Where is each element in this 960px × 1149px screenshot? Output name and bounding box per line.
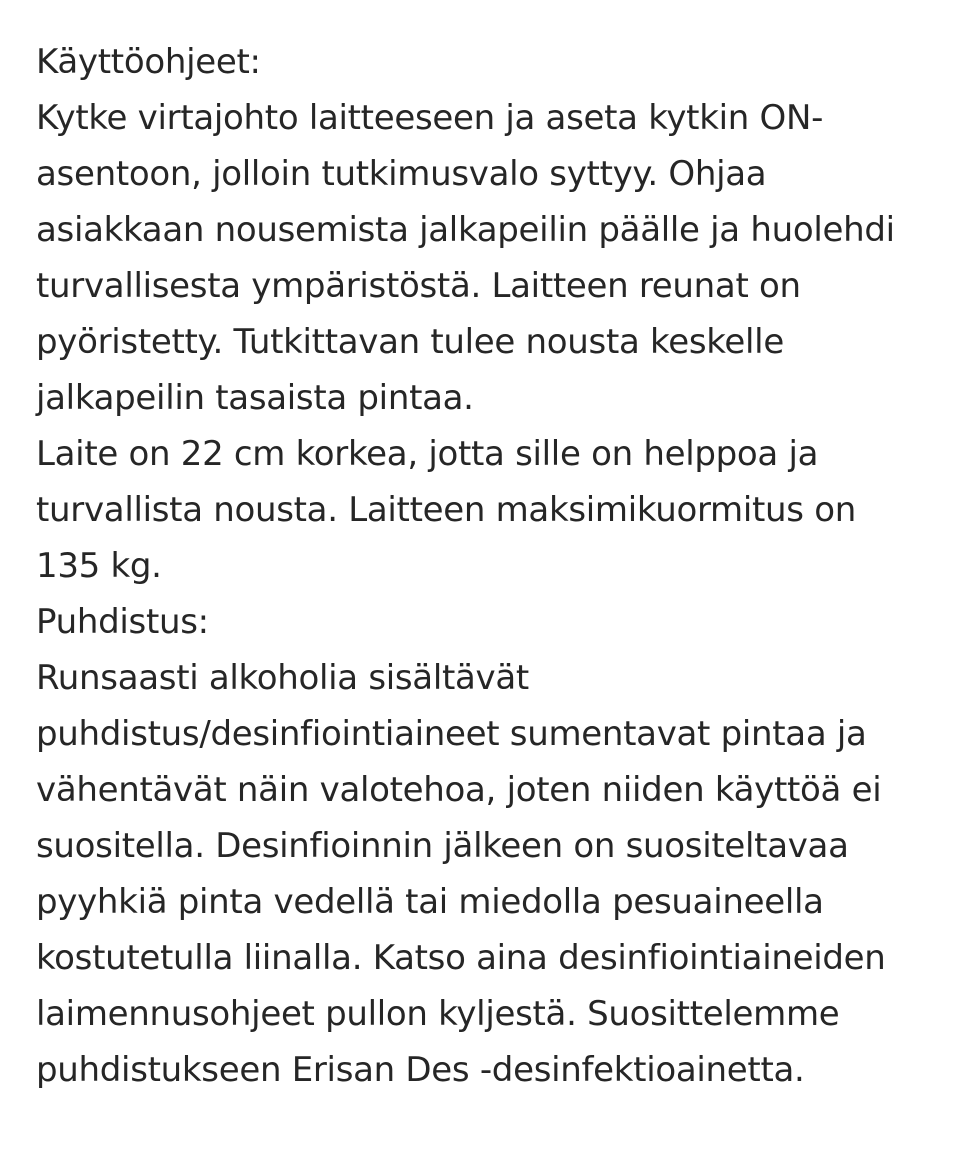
text-line: Laite on 22 cm korkea, jotta sille on helppoa ja	[36, 434, 819, 474]
text-line: pyöristetty. Tutkittavan tulee nousta keskelle	[36, 322, 784, 362]
instructions-paragraph-1	[36, 90, 936, 426]
text-line: pyyhkiä pinta vedellä tai miedolla pesuaineella	[36, 882, 824, 922]
text-line: suositella. Desinfioinnin jälkeen on suositeltavaa	[36, 826, 849, 866]
instructions-paragraph-2	[36, 426, 936, 594]
text-line: asentoon, jolloin tutkimusvalo syttyy. Ohjaa	[36, 154, 767, 194]
text-line: Runsaasti alkoholia sisältävät	[36, 658, 529, 698]
text-line: vähentävät näin valotehoa, joten niiden käyttöä ei	[36, 770, 882, 810]
text-line: asiakkaan nousemista jalkapeilin päälle ja huolehdi	[36, 210, 895, 250]
cleaning-paragraph	[36, 650, 936, 1098]
text-line: laimennusohjeet pullon kyljestä. Suosittelemme	[36, 994, 840, 1034]
cleaning-heading: Puhdistus:	[36, 602, 209, 642]
text-line: 135 kg.	[36, 546, 162, 586]
text-line: turvallisesta ympäristöstä. Laitteen reunat on	[36, 266, 801, 306]
text-line: kostutetulla liinalla. Katso aina desinfiointiaineiden	[36, 938, 886, 978]
text-line: puhdistukseen Erisan Des -desinfektioainetta.	[36, 1050, 805, 1090]
text-line: jalkapeilin tasaista pintaa.	[36, 378, 474, 418]
text-line: turvallista nousta. Laitteen maksimikuormitus on	[36, 490, 856, 530]
text-line: puhdistus/desinfiointiaineet sumentavat pintaa ja	[36, 714, 867, 754]
instructions-heading: Käyttöohjeet:	[36, 42, 261, 82]
text-line: Kytke virtajohto laitteeseen ja aseta kytkin ON-	[36, 98, 824, 138]
document-body	[36, 34, 936, 1098]
